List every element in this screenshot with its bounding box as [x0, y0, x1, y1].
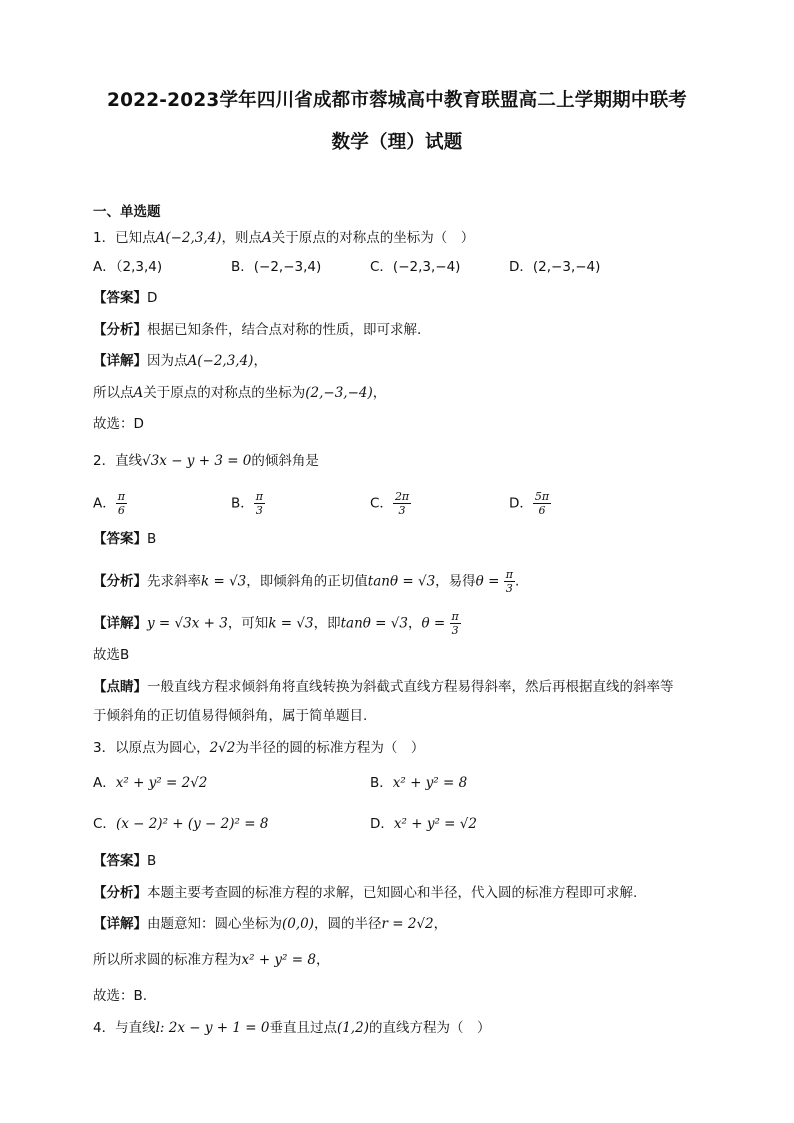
q3-option-a-label: A． — [93, 775, 116, 791]
q2-analysis-text-c: ，易得 — [435, 573, 476, 590]
q2-detail-tan: tanθ = √3 — [340, 615, 408, 632]
q3-detail-text-d: ， — [433, 916, 448, 932]
q2-analysis-k: k = √3 — [201, 573, 247, 590]
q1-answer-value: D — [147, 290, 158, 306]
answer-tag: 【答案】 — [93, 531, 147, 547]
title-line-1: 2022-2023学年四川省成都市蓉城高中教育联盟高二上学期期中联考 — [107, 90, 687, 111]
q2-option-a-num: π — [117, 490, 125, 503]
q1-stem-point: A(−2,3,4) — [155, 230, 222, 246]
q2-analysis — [93, 568, 519, 595]
q2-option-b-den: 3 — [255, 504, 263, 517]
q2-comment-text-1: 一般直线方程求倾斜角将直线转换为斜截式直线方程易得斜率，然后再根据直线的斜率等 — [147, 679, 674, 695]
q1-detail-text-b: ， — [253, 353, 267, 369]
q3-option-c-label: C． — [93, 816, 116, 832]
q2-option-c-label: C． — [370, 495, 393, 512]
q2-analysis-theta: θ = — [475, 573, 500, 590]
q2-analysis-text-b: ，即倾斜角的正切值 — [246, 573, 368, 590]
q3-line2-a: 所以所求圆的标准方程为 — [93, 952, 242, 968]
q2-analysis-fraction — [504, 568, 515, 595]
q3-option-d-label: D． — [370, 816, 394, 832]
answer-tag: 【答案】 — [93, 290, 147, 306]
q2-option-b-num: π — [255, 490, 263, 503]
q1-detail-point: A(−2,3,4) — [187, 353, 254, 369]
q3-detail-line-2 — [93, 951, 329, 969]
q1-analysis — [93, 321, 421, 339]
q3-option-c — [93, 815, 268, 833]
q2-answer-value: B — [147, 531, 157, 547]
q2-stem — [93, 452, 319, 470]
detail-tag: 【详解】 — [93, 916, 147, 932]
q4-stem-point: (1,2) — [336, 1020, 369, 1036]
q1-stem — [93, 229, 474, 247]
q2-option-b-label: B． — [231, 495, 254, 512]
q2-comment — [93, 678, 674, 696]
q2-option-a-den: 6 — [117, 504, 125, 517]
q1-stem-text-b: ，则点 — [221, 230, 263, 246]
answer-tag: 【答案】 — [93, 853, 147, 869]
q2-comment-line-2: 于倾斜角的正切值易得倾斜角，属于简单题目. — [93, 708, 368, 724]
q2-analysis-den: 3 — [505, 582, 513, 595]
q3-option-d-eq: x² + y² = √2 — [393, 816, 477, 832]
analysis-tag: 【分析】 — [93, 573, 147, 590]
q2-option-d — [509, 490, 551, 517]
q2-option-d-den: 6 — [538, 504, 546, 517]
q1-detail — [93, 352, 267, 370]
q3-option-a-eq: x² + y² = 2√2 — [115, 775, 208, 791]
q4-stem-equation: l: 2x − y + 1 = 0 — [155, 1020, 270, 1036]
q3-detail-text-a: 由题意知：圆心坐标为 — [147, 916, 282, 932]
q2-detail-theta: θ = — [421, 615, 446, 632]
q2-option-d-label: D． — [509, 495, 533, 512]
q3-option-b-label: B． — [370, 775, 393, 791]
q3-option-b-eq: x² + y² = 8 — [392, 775, 468, 791]
q1-analysis-text: 根据已知条件，结合点对称的性质，即可求解. — [147, 322, 422, 338]
q1-line2-A: A — [133, 385, 144, 401]
q2-detail-num: π — [451, 610, 459, 623]
q3-stem — [93, 739, 424, 757]
q2-option-b — [231, 490, 265, 517]
q1-line2-point: (2,−3,−4) — [305, 385, 373, 401]
q3-option-a — [93, 774, 207, 792]
q3-choose: 故选：B. — [93, 988, 148, 1004]
q1-option-c: C．(−2,3,−4) — [370, 259, 461, 275]
q2-detail-text-c: ， — [407, 615, 422, 632]
q2-option-c-fraction — [393, 490, 411, 517]
q3-stem-text-b: 为半径的圆的标准方程为（ ） — [235, 740, 425, 756]
q1-option-a: A．（2,3,4) — [93, 259, 163, 275]
q2-detail-den: 3 — [451, 624, 459, 637]
q2-detail-equation: y = √3x + 3 — [147, 615, 228, 632]
q3-detail-center: (0,0) — [282, 916, 315, 932]
q2-option-a-fraction — [116, 490, 127, 517]
q2-stem-equation: √3x − y + 3 = 0 — [142, 453, 252, 469]
q1-answer — [93, 289, 157, 307]
analysis-tag: 【分析】 — [93, 322, 147, 338]
q2-option-c-den: 3 — [398, 504, 406, 517]
q4-stem-text-b: 垂直且过点 — [269, 1020, 337, 1036]
q4-stem — [93, 1019, 490, 1037]
q2-analysis-text-d: . — [514, 573, 520, 590]
q3-stem-radius: 2√2 — [209, 740, 236, 756]
q1-line2-a: 所以点 — [93, 385, 134, 401]
q2-detail — [93, 610, 461, 637]
q2-analysis-tan: tanθ = √3 — [367, 573, 436, 590]
q1-stem-A: A — [262, 230, 272, 246]
title-line-2: 数学（理）试题 — [331, 132, 463, 153]
q2-analysis-text-a: 先求斜率 — [147, 573, 201, 590]
q2-option-d-num: 5π — [534, 490, 550, 503]
q2-option-b-fraction — [254, 490, 265, 517]
q1-option-d: D．(2,−3,−4) — [509, 259, 601, 275]
q2-stem-text-b: 的倾斜角是 — [251, 453, 319, 469]
q4-stem-text-c: 的直线方程为（ ） — [368, 1020, 491, 1036]
q1-detail-text-a: 因为点 — [147, 353, 188, 369]
detail-tag: 【详解】 — [93, 353, 147, 369]
q1-detail-line-2 — [93, 384, 386, 402]
q3-detail — [93, 915, 447, 933]
q3-stem-text-a: 3．以原点为圆心， — [93, 740, 210, 756]
q2-analysis-num: π — [505, 568, 513, 581]
comment-tag: 【点睛】 — [93, 679, 147, 695]
q1-line2-c: ， — [372, 385, 387, 401]
q2-answer — [93, 530, 156, 548]
q3-detail-radius: r = 2√2 — [381, 916, 434, 932]
detail-tag: 【详解】 — [93, 615, 147, 632]
q3-analysis — [93, 884, 637, 902]
q3-option-d — [370, 815, 477, 833]
q1-option-b: B．(−2,−3,4) — [231, 259, 322, 275]
q3-line2-b: ， — [315, 952, 330, 968]
q3-answer-value: B — [147, 853, 157, 869]
q2-choose: 故选B — [93, 647, 130, 663]
q1-stem-text-a: 1．已知点 — [93, 230, 156, 246]
q3-detail-text-b: ，圆的半径 — [314, 916, 382, 932]
q2-detail-text-b: ，即 — [313, 615, 341, 632]
q3-line2-equation: x² + y² = 8 — [241, 952, 316, 968]
q2-detail-text-a: ，可知 — [227, 615, 269, 632]
q3-answer — [93, 852, 156, 870]
q2-option-c — [370, 490, 411, 517]
q2-option-c-num: 2π — [394, 490, 410, 503]
q1-line2-b: 关于原点的对称点的坐标为 — [143, 385, 306, 401]
q1-choose: 故选：D — [93, 416, 144, 432]
q2-option-a — [93, 490, 127, 517]
q2-stem-text-a: 2．直线 — [93, 453, 143, 469]
q2-detail-fraction — [450, 610, 461, 637]
q2-option-d-fraction — [533, 490, 551, 517]
q3-option-c-eq: (x − 2)² + (y − 2)² = 8 — [115, 816, 269, 832]
q3-option-b — [370, 774, 467, 792]
analysis-tag: 【分析】 — [93, 885, 147, 901]
q4-stem-text-a: 4．与直线 — [93, 1020, 156, 1036]
q3-analysis-text: 本题主要考查圆的标准方程的求解，已知圆心和半径，代入圆的标准方程即可求解. — [147, 885, 638, 901]
q1-stem-text-c: 关于原点的对称点的坐标为（ ） — [271, 230, 475, 246]
q2-detail-k: k = √3 — [268, 615, 314, 632]
section-heading: 一、单选题 — [93, 204, 161, 220]
q2-option-a-label: A． — [93, 495, 116, 512]
